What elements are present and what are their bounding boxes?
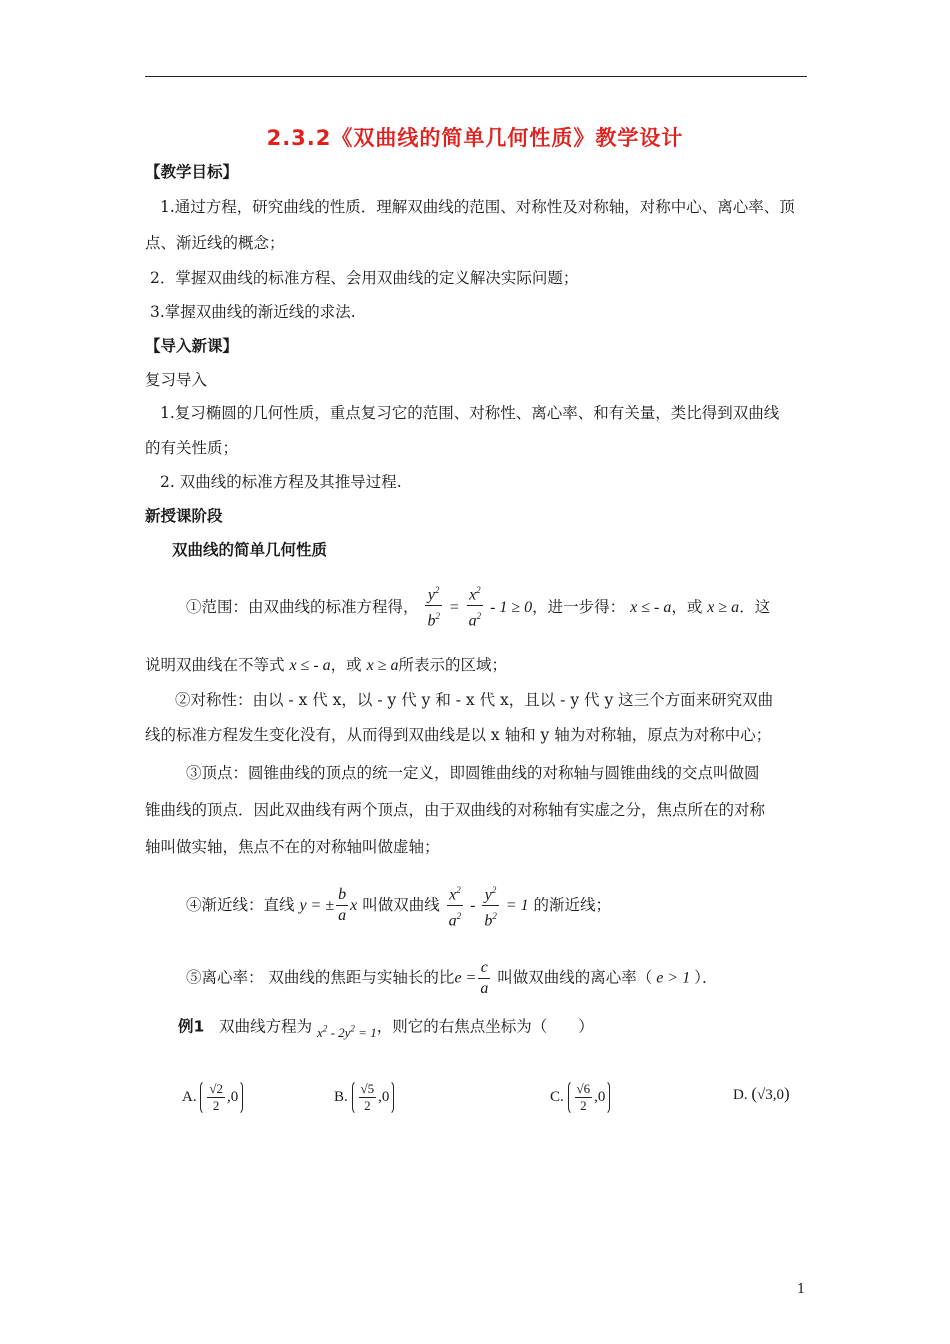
fraction-b-a: $\frac{b}{a}$ [338,886,347,925]
document-title: 2.3.2《双曲线的简单几何性质》教学设计 [266,126,684,150]
choice-a-label: A. [182,1088,197,1105]
goal-1-line-1: 1.通过方程，研究曲线的性质．理解双曲线的范围、对称性及对称轴，对称中心、离心率、顶 [160,198,795,216]
topic-heading: 双曲线的简单几何性质 [172,541,328,559]
range-text-b: ，进一步得： [532,597,626,616]
header-rule [145,76,807,77]
range-line2-c: 所表示的区域； [398,656,508,674]
property-eccentricity: ⑤离心率： 双曲线的焦距与实轴长的比e = $\frac{c}{a}$ 叫做双曲线的离心率（ e > 1 ）． [186,959,718,997]
goal-2: 2．掌握双曲线的标准方程、会用双曲线的定义解决实际问题； [150,269,579,287]
choice-c-label: C. [550,1088,564,1105]
asymptote-text-b: 叫做双曲线 [362,895,440,914]
asymptote-text-c: 的渐近线； [533,895,612,914]
range-text-a: ①范围：由双曲线的标准方程得， [186,597,419,616]
fraction-c-a: $\frac{c}{a}$ [480,959,489,997]
fraction-y2-b2-eq: $\frac{y^2}{b^2}$ [484,885,497,930]
fraction-x2-a2-eq: $\frac{x^2}{a^2}$ [448,885,462,930]
page-number: 1 [797,1282,806,1297]
property-vertex-line-1: ③顶点：圆锥曲线的顶点的统一定义，即圆锥曲线的对称轴与圆锥曲线的交点叫做圆 [186,764,760,782]
eccentricity-text-b: 叫做双曲线的离心率（ [497,968,653,987]
property-range-line-2: 说明双曲线在不等式 x ≤ - a，或 x ≥ a所表示的区域； [145,656,508,674]
choice-b[interactable]: B. $\frac{√5}{2}$ ,0 [334,1080,394,1115]
property-symmetry-line-2: 线的标准方程发生变化没有，从而得到双曲线是以 x 轴和 y 轴为对称轴，原点为对称中心； [145,726,772,744]
example-text-b: ，则它的右焦点坐标为（ ） [376,1017,594,1036]
goal-3: 3.掌握双曲线的渐近线的求法. [150,303,356,321]
goals-heading: 【教学目标】 [145,163,239,181]
review-1-line-2: 的有关性质； [145,439,239,457]
review-2: 2. 双曲线的标准方程及其推导过程. [160,473,402,491]
range-line2-a: 说明双曲线在不等式 [145,656,285,674]
range-text-c: ，或 [671,597,703,616]
range-line2-b: ，或 [330,656,362,674]
review-1-line-1: 1.复习椭圆的几何性质，重点复习它的范围、对称性、离心率、和有关量，类比得到双曲线 [160,404,780,422]
range-text-d: ．这 [739,597,771,616]
property-symmetry-line-1: ②对称性：由以 - x 代 x，以 - y 代 y 和 - x 代 x，且以 - y 代 y 这三个方面来研究双曲 [175,691,774,709]
fraction-x2-a2: $\frac{x^2}{a^2}$ [468,585,482,630]
choice-d[interactable]: D. (√3,0) [733,1084,790,1103]
choice-b-label: B. [334,1088,348,1105]
property-vertex-line-2: 锥曲线的顶点．因此双曲线有两个顶点，由于双曲线的对称轴有实虚之分，焦点所在的对称 [145,801,766,819]
example-1: 例1 双曲线方程为 $_{x^2 - 2y^2 = 1}$，则它的右焦点坐标为（ ） [178,1017,594,1041]
eccentricity-text-a: ⑤离心率： 双曲线的焦距与实轴长的比 [186,968,455,987]
choice-a-root: 2 [216,1081,223,1096]
choice-d-label: D. [733,1087,748,1103]
choice-a[interactable]: A. $\frac{√2}{2}$ ,0 [182,1080,243,1115]
choice-b-root: 5 [367,1081,375,1096]
new-lesson-heading: 新授课阶段 [145,507,223,525]
example-label: 例1 [178,1017,205,1036]
property-range-line-1: ①范围：由双曲线的标准方程得， $\frac{y^2}{b^2}$ = $\frac{x^2}{a^2}$ - 1 ≥ 0，进一步得： x ≤ - a，或 x ≥ a．这 [186,582,851,634]
example-text-a: 双曲线方程为 [219,1017,313,1036]
asymptote-text-a: ④渐近线：直线 [186,895,295,914]
fraction-y2-b2: $\frac{y^2}{b^2}$ [427,585,440,630]
review-label: 复习导入 [145,371,208,389]
choice-d-root: 3 [765,1087,773,1103]
property-asymptote: ④渐近线：直线 y = ± $\frac{b}{a}$ x 叫做双曲线 $\frac{x^2}{a^2}$ - $\frac{y^2}{b^2}$ = 1 的渐近线； [186,880,851,932]
eccentricity-text-c: ）． [694,968,718,987]
choice-c[interactable]: C. $\frac{√6}{2}$ ,0 [550,1080,610,1115]
goal-1-line-2: 点、渐近线的概念； [145,234,285,252]
intro-heading: 【导入新课】 [145,337,239,355]
property-vertex-line-3: 轴叫做实轴，焦点不在的对称轴叫做虚轴； [145,838,440,856]
choice-c-root: 6 [583,1081,591,1096]
